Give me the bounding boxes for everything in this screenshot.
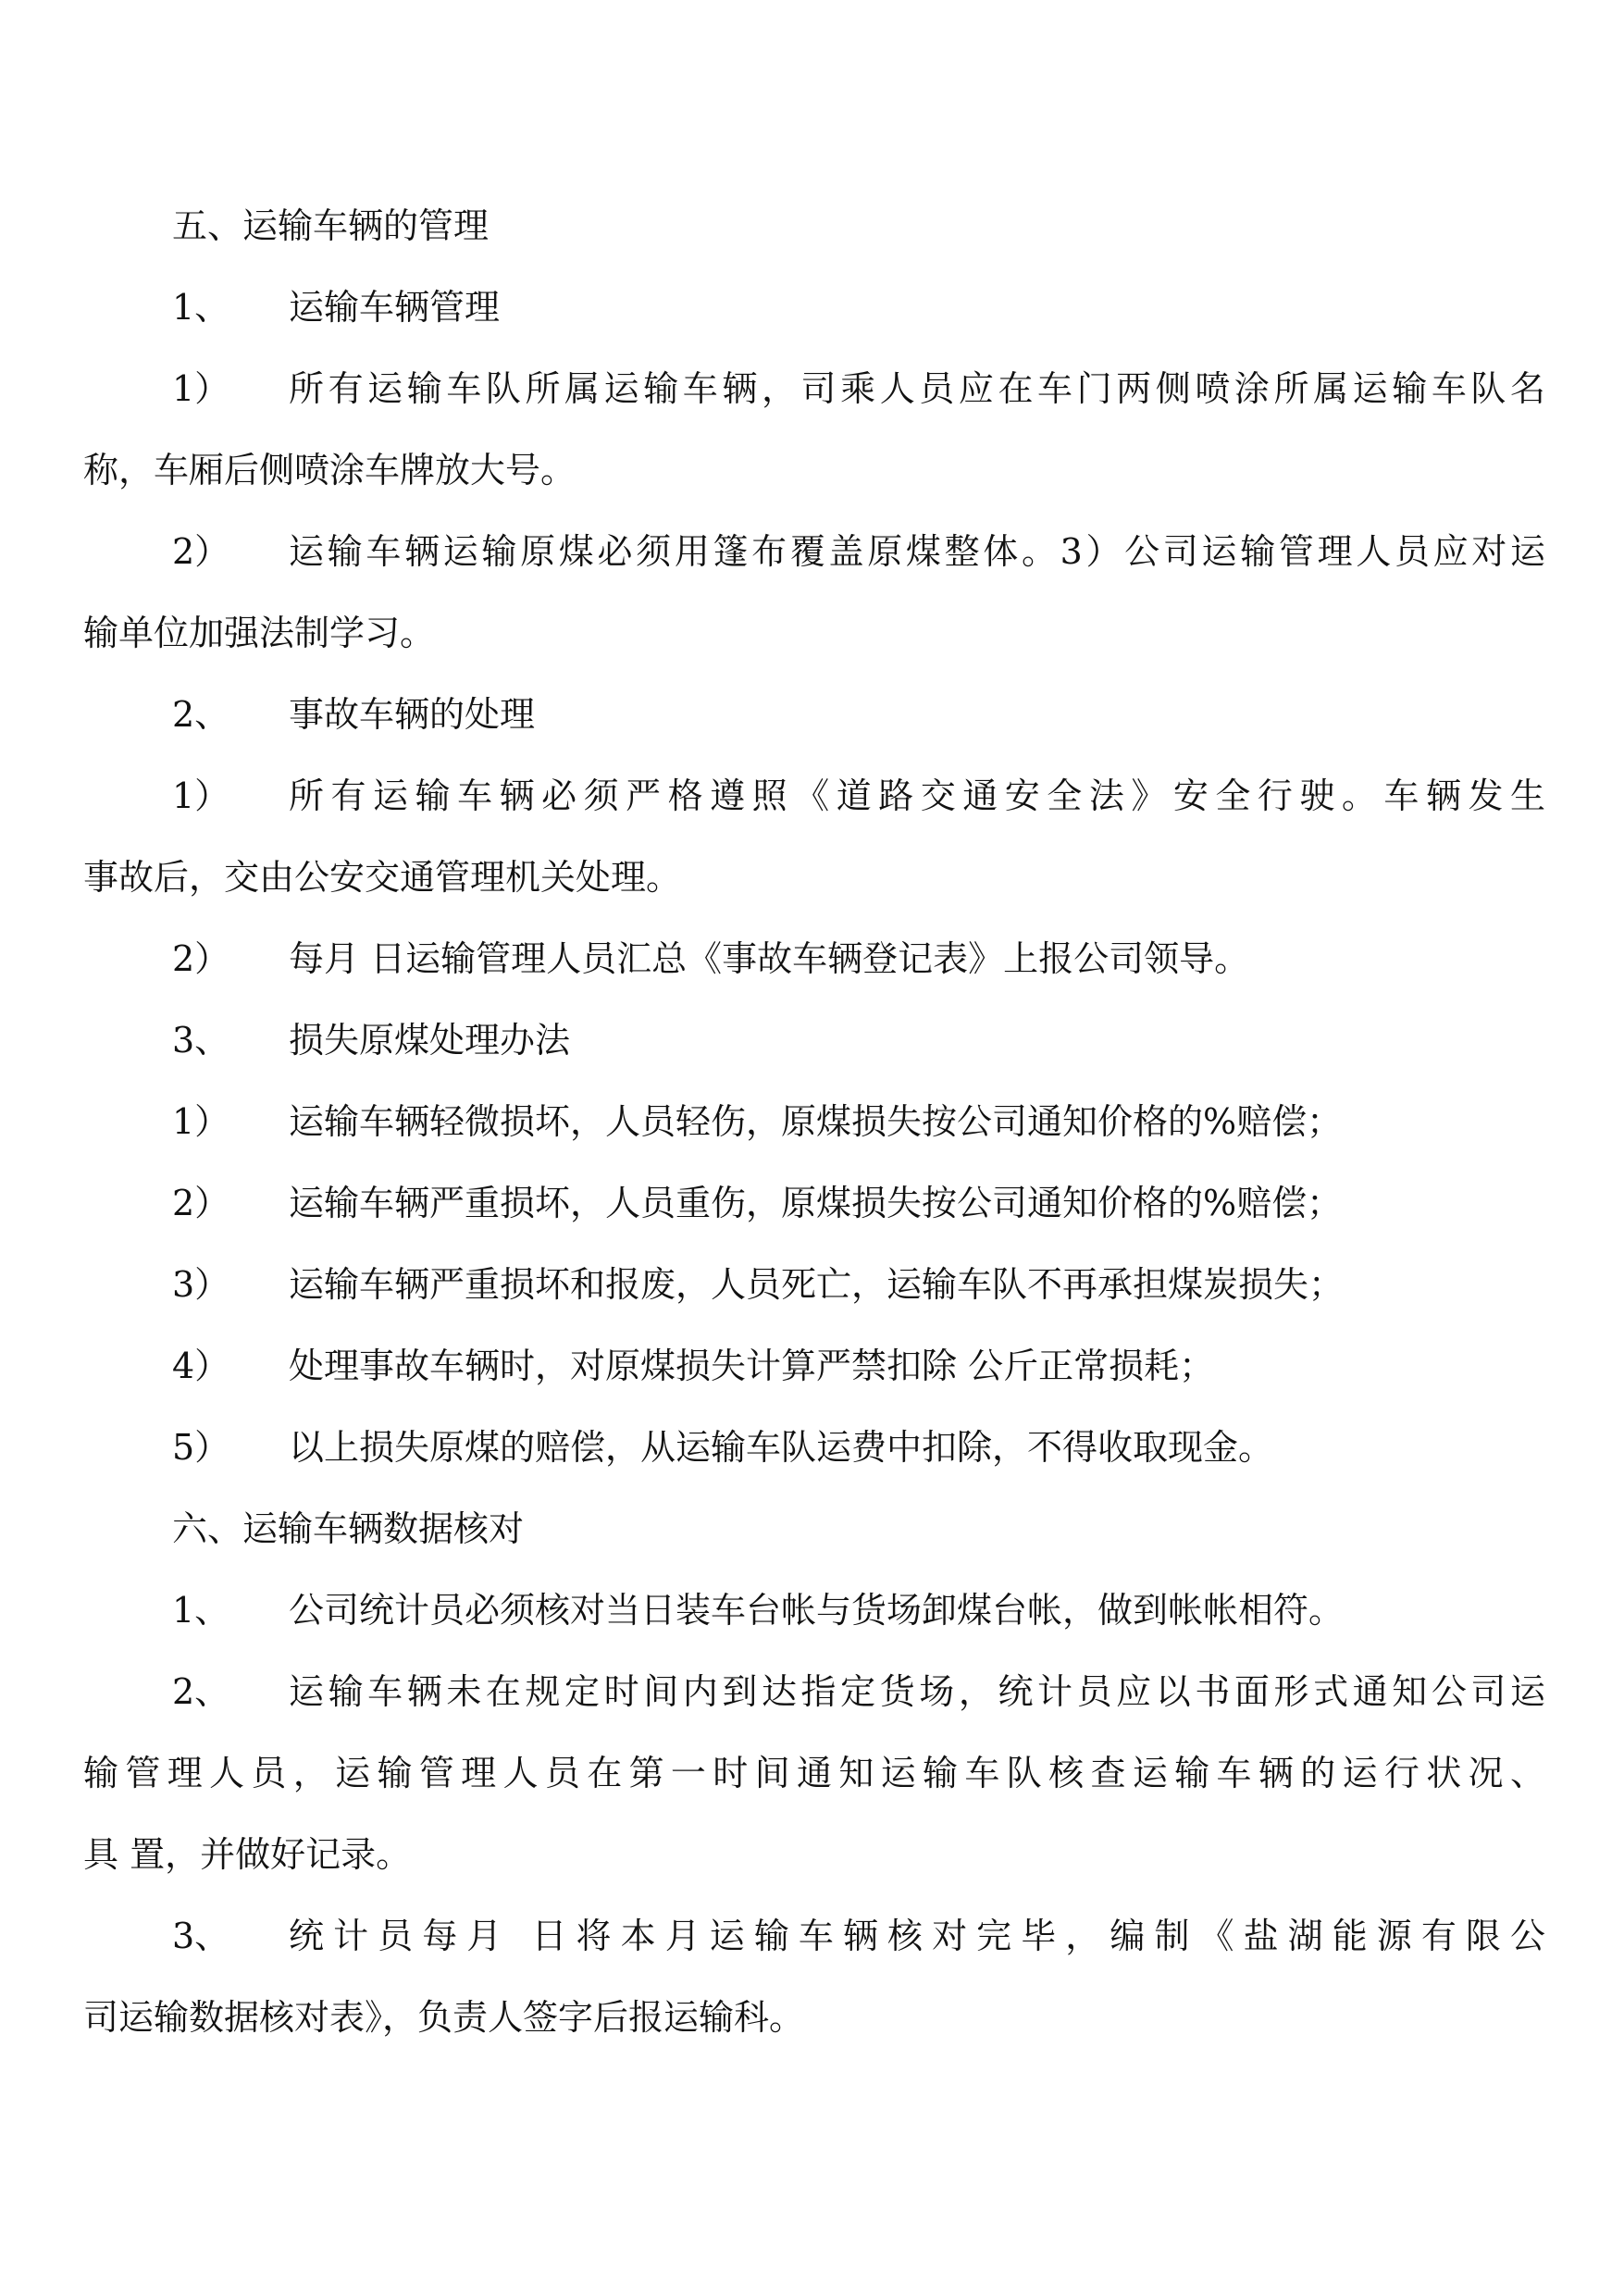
item-number: 2）	[172, 1183, 230, 1223]
continuation-text: 称，车厢后侧喷涂车牌放大号。	[83, 450, 576, 490]
list-item	[83, 1583, 1545, 1665]
item-number: 3）	[172, 1264, 230, 1305]
heading-text: 六、运输车辆数据核对	[172, 1508, 525, 1549]
item-number: 1）	[172, 775, 230, 816]
item-number: 3、	[172, 1916, 230, 1956]
item-number: 2、	[172, 694, 230, 735]
section-heading	[83, 199, 1545, 280]
list-item	[83, 525, 1545, 606]
continuation-text: 输单位加强法制学习。	[83, 613, 436, 653]
item-text: 运输车辆运输原煤必须用篷布覆盖原煤整体。3）公司运输管理人员应对运	[289, 531, 1545, 572]
item-text: 公司统计员必须核对当日装车台帐与货场卸煤台帐，做到帐帐相符。	[289, 1590, 1345, 1631]
paragraph-continuation	[83, 443, 1545, 525]
list-item	[83, 1258, 1545, 1339]
continuation-text: 事故后，交由公安交通管理机关处理。	[83, 857, 682, 898]
list-item	[83, 1339, 1545, 1420]
paragraph-continuation	[83, 606, 1545, 688]
item-text: 所有运输车辆必须严格遵照《道路交通安全法》安全行驶。车辆发生	[289, 775, 1545, 816]
item-text: 每月 日运输管理人员汇总《事故车辆登记表》上报公司领导。	[289, 938, 1250, 979]
item-number: 5）	[172, 1427, 230, 1468]
list-item	[83, 1095, 1545, 1176]
item-number: 1）	[172, 368, 230, 409]
item-number: 1、	[172, 1590, 230, 1631]
item-text: 处理事故车辆时，对原煤损失计算严禁扣除 公斤正常损耗；	[289, 1346, 1215, 1386]
list-item	[83, 280, 1545, 362]
item-number: 2）	[172, 531, 230, 572]
list-item	[83, 1176, 1545, 1258]
item-text: 运输车辆未在规定时间内到达指定货场，统计员应以书面形式通知公司运	[289, 1671, 1545, 1712]
item-text: 运输车辆严重损坏和报废，人员死亡，运输车队不再承担煤炭损失；	[289, 1264, 1345, 1305]
continuation-text: 司运输数据核对表》，负责人签字后报运输科。	[83, 1997, 805, 2038]
item-text: 以上损失原煤的赔偿，从运输车队运费中扣除，不得收取现金。	[289, 1427, 1274, 1468]
document-body	[83, 199, 1545, 2072]
item-text: 运输车辆轻微损坏，人员轻伤，原煤损失按公司通知价格的%赔偿；	[289, 1101, 1343, 1142]
item-text: 损失原煤处理办法	[289, 1020, 571, 1061]
paragraph-continuation	[83, 1746, 1545, 1828]
list-item	[83, 1420, 1545, 1502]
heading-text: 五、运输车辆的管理	[172, 205, 490, 246]
list-item	[83, 932, 1545, 1013]
list-item	[83, 769, 1545, 850]
item-number: 1）	[172, 1101, 230, 1142]
item-text: 运输车辆管理	[289, 287, 501, 328]
list-item	[83, 688, 1545, 769]
paragraph-continuation	[83, 1991, 1545, 2072]
item-text: 事故车辆的处理	[289, 694, 536, 735]
item-text: 运输车辆严重损坏，人员重伤，原煤损失按公司通知价格的%赔偿；	[289, 1183, 1343, 1223]
list-item	[83, 1013, 1545, 1095]
item-number: 2）	[172, 938, 230, 979]
list-item	[83, 1909, 1545, 1991]
list-item	[83, 362, 1545, 443]
section-heading	[83, 1502, 1545, 1583]
paragraph-continuation	[83, 1828, 1545, 1909]
item-number: 1、	[172, 287, 230, 328]
continuation-text: 具 置，并做好记录。	[83, 1834, 412, 1875]
list-item	[83, 1665, 1545, 1746]
continuation-text: 输管理人员，运输管理人员在第一时间通知运输车队核查运输车辆的运行状况、	[83, 1753, 1545, 1793]
item-text: 所有运输车队所属运输车辆，司乘人员应在车门两侧喷涂所属运输车队名	[289, 368, 1545, 409]
item-number: 4）	[172, 1346, 230, 1386]
item-text: 统计员每月 日将本月运输车辆核对完毕，编制《盐湖能源有限公	[289, 1916, 1545, 1956]
paragraph-continuation	[83, 850, 1545, 932]
item-number: 2、	[172, 1671, 230, 1712]
item-number: 3、	[172, 1020, 230, 1061]
